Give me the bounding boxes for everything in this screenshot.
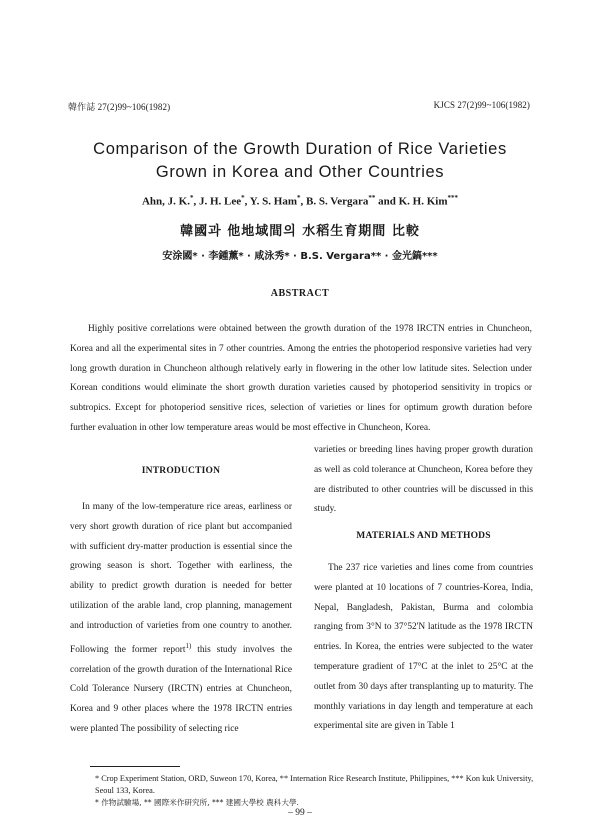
introduction-text: this study involves the correlation of the growth duration of the International Rice Cold Tolerance Nursery (IRCTN) entries at Chuncheon, Korea and 9 other places where the 1978 IRCTN entries were planted The possibility of selecting rice xyxy=(70,644,292,734)
latitude-value: 3°N xyxy=(366,622,382,633)
materials-methods-heading: MATERIALS AND METHODS xyxy=(356,531,491,541)
temperature-value: 25°C xyxy=(488,661,508,672)
running-header-right: KJCS 27(2)99~106(1982) xyxy=(433,100,530,110)
author-affiliation-mark: * xyxy=(189,194,194,202)
footnotes xyxy=(95,773,540,810)
author-name: Y. S. Ham xyxy=(249,195,298,208)
author-affiliation-mark: ** xyxy=(368,194,376,202)
methods-text: at the inlet to xyxy=(427,661,489,672)
author-name: B. S. Vergara xyxy=(306,195,369,208)
methods-text: latitude as the 1978 IRCTN entries. In Korea, the entries were subjected to the water temperature gradient of xyxy=(314,622,533,672)
korean-author-list: 安涂國* · 李鍾薰* · 咸泳秀* · B.S. Vergara** · 金光鎬*** xyxy=(162,251,438,262)
latitude-value: 37°52'N xyxy=(394,622,426,633)
korean-title: 韓國과 他地域間의 水稻生育期間 比較 xyxy=(180,224,420,239)
temperature-value: 17°C xyxy=(408,661,428,672)
author-name: J. H. Lee xyxy=(198,195,242,208)
abstract-text: Highly positive correlations were obtained between the growth duration of the 1978 IRCTN entries in Chuncheon, Korea and all the experimental sites in 7 other countries. Among the entries the photoperiod responsive varieties had very long growth duration in Chuncheon although relatively early in flowering in the other low latitude sites. Selection under Korean conditions would eliminate the short growth duration varieties caused by photoperiod sensitivity in tropics or subtropics. Except for photoperiod sensitive rices, selection of varieties or lines for optimum growth duration before further evaluation in other low temperature areas would be most effective in Chuncheon, Korea. xyxy=(70,324,532,433)
abstract-heading: ABSTRACT xyxy=(270,288,330,299)
paper-title-line-1: Comparison of the Growth Duration of Rice Varieties xyxy=(93,140,507,158)
author-affiliation-mark: * xyxy=(297,194,301,202)
page-number: – 99 – xyxy=(288,808,312,818)
footnote-affiliations-korean: * 作物試驗場, ** 國際米作研究所, *** 建國大學校 農科大學. xyxy=(95,798,299,808)
author-name: Ahn, J. K. xyxy=(141,195,190,208)
paper-title-line-2: Grown in Korea and Other Countries xyxy=(155,163,445,181)
reference-citation: 1) xyxy=(185,641,192,650)
running-header-left: 韓作誌 27(2)99~106(1982) xyxy=(68,102,171,112)
introduction-continued: varieties or breeding lines having proper growth duration as well as cold tolerance at Chuncheon, Korea before they are distributed to other countries will be discussed in this study. xyxy=(314,445,533,515)
methods-text: The 237 rice varieties and lines come from countries were planted at 10 locations of 7 countries-Korea, India, Nepal, Bangladesh, Pakistan, Burma and colombia ranging from xyxy=(314,563,533,633)
footnote-divider xyxy=(90,766,180,767)
author-list: Ahn, J. K.*, J. H. Lee*, Y. S. Ham*, B. S. Vergara** and K. H. Kim*** xyxy=(141,194,459,208)
introduction-paragraph xyxy=(70,498,292,740)
author-affiliation-mark: *** xyxy=(447,194,459,202)
author-name: K. H. Kim xyxy=(398,195,448,208)
materials-methods-paragraph xyxy=(314,559,533,737)
methods-text: to xyxy=(381,622,395,633)
footnote-affiliations: * Crop Experiment Station, ORD, Suweon 170, Korea, ** Internation Rice Research Institute, Philippines, *** Kon kuk University, Seoul 133, Korea. xyxy=(95,774,534,796)
author-affiliation-mark: * xyxy=(241,194,245,202)
introduction-heading: INTRODUCTION xyxy=(141,466,221,476)
methods-text: at the outlet from 30 days after transplanting up to maturity. The monthly variations in day length and temperature at each experimental site are given in Table 1 xyxy=(314,661,533,732)
introduction-text: In many of the low-temperature rice areas, earliness or very short growth duration of rice plant but accompanied with sufficient dry-matter production is essential since the growing season is short. Together with earliness, the ability to predict growth duration is needed for better utilization of the arable land, crop planning, management and introduction of varieties from one country to another. Following the former report xyxy=(70,502,292,655)
